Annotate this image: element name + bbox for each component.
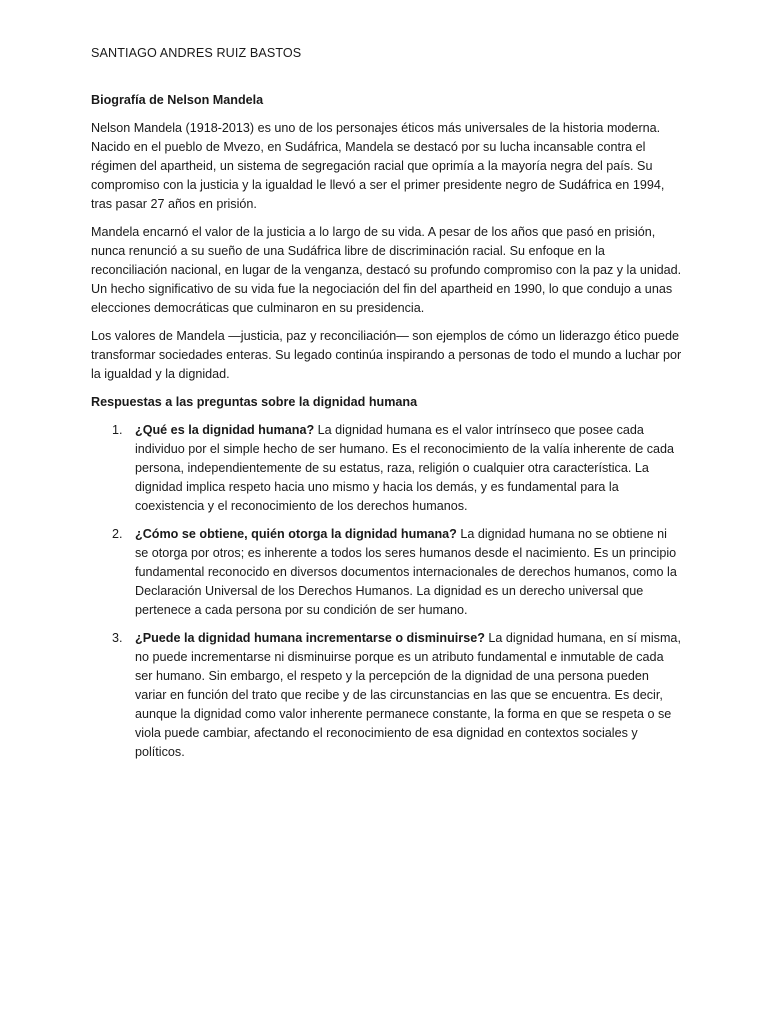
qa-answer: La dignidad humana, en sí misma, no puede incrementarse ni disminuirse porque es un atributo fundamental e inmutable de cada ser humano. Sin embargo, el respeto y la percepción de la dignidad de una persona pueden variar en función del trato que recibe y de las circunstancias en las que se encuentra. Es decir, aunque la dignidad como valor inherente permanece constante, la forma en que se respeta o se viola puede cambiar, afectando el reconocimiento de esa dignidad en contextos sociales y políticos.	[135, 631, 681, 759]
qa-number: 1.	[112, 423, 123, 437]
qa-number: 3.	[112, 631, 123, 645]
bio-paragraph: Mandela encarnó el valor de la justicia a lo largo de su vida. A pesar de los años que pasó en prisión, nunca renunció a su sueño de una Sudáfrica libre de discriminación racial. Su enfoque en la reconciliación nacional, en lugar de la venganza, destacó su profundo compromiso con la paz y la unidad. Un hecho significativo de su vida fue la negociación del fin del apartheid en 1990, lo que condujo a unas elecciones democráticas que culminaron en su presidencia.	[91, 225, 682, 315]
qa-question: ¿Cómo se obtiene, quién otorga la dignidad humana?	[135, 527, 457, 541]
bio-paragraph: Los valores de Mandela —justicia, paz y reconciliación— son ejemplos de cómo un liderazgo ético puede transformar sociedades enteras. Su legado continúa inspirando a personas de todo el mundo a luchar por la igualdad y la dignidad.	[91, 329, 682, 381]
qa-answer: La dignidad humana no se obtiene ni se otorga por otros; es inherente a todos los seres humanos desde el nacimiento. Es un principio fundamental reconocido en diversos documentos internacionales de derechos humanos, como la Declaración Universal de los Derechos Humanos. La dignidad es un derecho universal que pertenece a cada persona por su condición de ser humano.	[135, 527, 677, 617]
qa-list	[91, 421, 683, 762]
qa-item	[91, 629, 683, 762]
qa-item	[91, 421, 683, 516]
qa-item	[91, 525, 683, 620]
qa-question: ¿Puede la dignidad humana incrementarse o disminuirse?	[135, 631, 485, 645]
document-page	[91, 44, 683, 771]
bio-heading: Biografía de Nelson Mandela	[91, 93, 264, 107]
qa-question: ¿Qué es la dignidad humana?	[135, 423, 315, 437]
qa-heading: Respuestas a las preguntas sobre la dignidad humana	[91, 395, 418, 409]
qa-answer: La dignidad humana es el valor intrínseco que posee cada individuo por el simple hecho de ser humano. Es el reconocimiento de la valía inherente de cada persona, independientemente de su estatus, raza, religión o cualquier otra característica. La dignidad implica respeto hacia uno mismo y hacia los demás, y es fundamental para la coexistencia y el reconocimiento de los derechos humanos.	[135, 423, 675, 513]
qa-number: 2.	[112, 527, 123, 541]
bio-paragraph: Nelson Mandela (1918-2013) es uno de los personajes éticos más universales de la historia moderna. Nacido en el pueblo de Mvezo, en Sudáfrica, Mandela se destacó por su lucha incansable contra el régimen del apartheid, un sistema de segregación racial que oprimía a la mayoría negra del país. Su compromiso con la justicia y la igualdad le llevó a ser el primer presidente negro de Sudáfrica en 1994, tras pasar 27 años en prisión.	[91, 121, 665, 211]
author-name: SANTIAGO ANDRES RUIZ BASTOS	[91, 46, 302, 60]
